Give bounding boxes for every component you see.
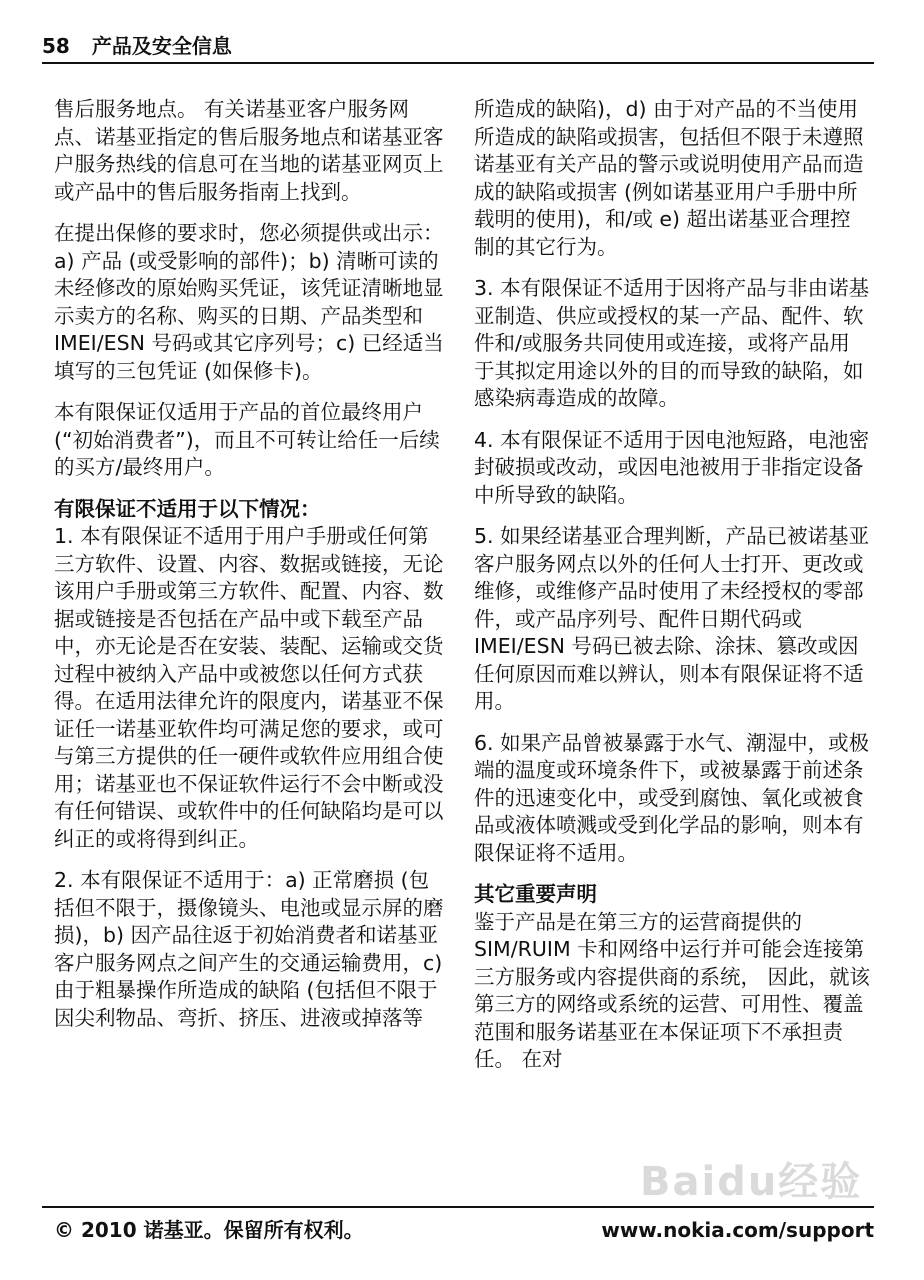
left-column xyxy=(54,96,446,1032)
exclusion-item-6: 6. 如果产品曾被暴露于水气、潮湿中，或极端的温度或环境条件下，或被暴露于前述条件的迅速变化中，或受到腐蚀、氧化或被食品或液体喷溅或受到化学品的影响，则本有限保证将不适用。 xyxy=(474,730,870,865)
exclusion-item-1: 1. 本有限保证不适用于用户手册或任何第三方软件、设置、内容、数据或链接，无论该用户手册或第三方软件、配置、内容、数据或链接是否包括在产品中或下载至产品中，亦无论是否在安装、装配、运输或交货过程中被纳入产品中或被您以任何方式获得。在适用法律允许的限度内，诺基亚不保证任一诺基亚软件均可满足您的要求，或可与第三方提供的任一硬件或软件应用组合使用；诺基亚也不保证软件运行不会中断或没有任何错误、或软件中的任何缺陷均是可以纠正的或将得到纠正。 xyxy=(54,524,444,851)
exclusion-item-2: 2. 本有限保证不适用于：a) 正常磨损 (包括但不限于，摄像镜头、电池或显示屏的磨损)，b) 因产品往返于初始消费者和诺基亚客户服务网点之间产生的交通运输费用，c) 由于粗暴操作所造成的缺陷 (包括但不限于因尖利物品、弯折、挤压、进液或掉落等 xyxy=(54,868,444,1030)
exclusions-heading: 有限保证不适用于以下情况： xyxy=(54,496,321,521)
section-title: 产品及安全信息 xyxy=(91,34,232,58)
exclusion-item-4: 4. 本有限保证不适用于因电池短路，电池密封破损或改动，或因电池被用于非指定设备中所导致的缺陷。 xyxy=(474,427,870,507)
exclusion-item-3: 3. 本有限保证不适用于因将产品与非由诺基亚制造、供应或授权的某一产品、配件、软件和/或服务共同使用或连接，或将产品用于其拟定用途以外的目的而导致的缺陷，如感染病毒造成的故障。 xyxy=(474,276,870,410)
other-notices-heading: 其它重要声明 xyxy=(474,882,597,906)
page-number: 58 xyxy=(42,34,70,58)
page-footer xyxy=(42,1206,874,1242)
support-url: www.nokia.com/support xyxy=(601,1218,874,1242)
baidu-watermark: Baidu经验 xyxy=(640,1159,863,1205)
paragraph-third-party-networks: 鉴于产品是在第三方的运营商提供的 SIM/RUIM 卡和网络中运行并可能会连接第三方服务或内容提供商的系统， 因此，就该第三方的网络或系统的运营、可用性、覆盖范围和服务诺基亚在本保证项下不承担责任。 在对 xyxy=(474,909,871,1071)
page-header xyxy=(42,34,874,64)
paragraph-first-user: 本有限保证仅适用于产品的首位最终用户 (“初始消费者”)，而且不可转让给任一后续的买方/最终用户。 xyxy=(54,400,440,479)
exclusion-item-2-continued: 所造成的缺陷)，d) 由于对产品的不当使用所造成的缺陷或损害，包括但不限于未遵照诺基亚有关产品的警示或说明使用产品而造成的缺陷或损害 (例如诺基亚用户手册中所载明的使用)，和/或 e) 超出诺基亚合理控制的其它行为。 xyxy=(474,97,864,259)
right-column xyxy=(474,96,870,1074)
copyright-text: © 2010 诺基亚。保留所有权利。 xyxy=(54,1218,364,1242)
paragraph-warranty-claim: 在提出保修的要求时，您必须提供或出示： a) 产品 (或受影响的部件)；b) 清晰可读的未经修改的原始购买凭证，该凭证清晰地显示卖方的名称、购买的日期、产品类型和 IMEI/ESN 号码或其它序列号；c) 已经适当填写的三包凭证 (如保修卡)。 xyxy=(54,221,444,383)
exclusion-item-5: 5. 如果经诺基亚合理判断，产品已被诺基亚客户服务网点以外的任何人士打开、更改或维修，或维修产品时使用了未经授权的零部件，或产品序列号、配件日期代码或 IMEI/ESN 号码已被去除、涂抹、篡改或因任何原因而难以辨认，则本有限保证将不适用。 xyxy=(474,524,870,713)
paragraph-service-locations: 售后服务地点。 有关诺基亚客户服务网点、诺基亚指定的售后服务地点和诺基亚客户服务热线的信息可在当地的诺基亚网页上或产品中的售后服务指南上找到。 xyxy=(54,97,444,204)
